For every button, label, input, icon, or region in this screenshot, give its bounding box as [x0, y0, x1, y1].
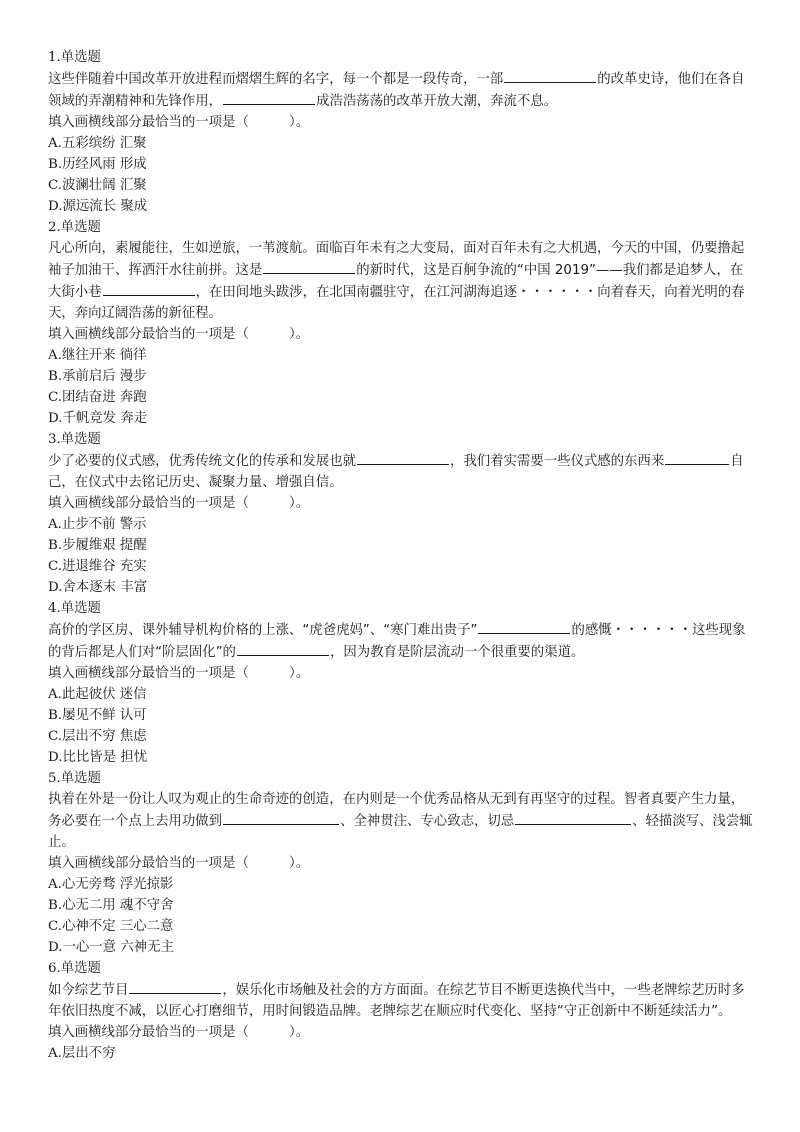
option-a[interactable]: A.此起彼伏 迷信	[48, 687, 147, 702]
option-c[interactable]: C.心神不定 三心二意	[48, 919, 174, 934]
question-number: 4.单选题	[48, 601, 101, 616]
option-b[interactable]: B.历经风雨 形成	[48, 157, 147, 172]
stem-text: ，因为教育是阶层流动一个很重要的渠道。	[329, 645, 585, 660]
stem-text: 、轻描淡写、浅尝辄止。	[48, 814, 753, 850]
option-a[interactable]: A.继往开来 徜徉	[48, 348, 147, 363]
option-a[interactable]: A.五彩缤纷 汇聚	[48, 136, 147, 151]
stem-text: 执着在外是一份让人叹为观止的生命奇迹的创造，在内则是一个优秀品格从无到有再坚守的过程。智者真要产生力量，务必要在一个点上去用功做到	[48, 792, 745, 829]
option-a[interactable]: A.层出不穷	[48, 1046, 116, 1061]
fill-blank	[129, 979, 221, 994]
stem-text: ，娱乐化市场触及社会的方方面面。在综艺节目不断更迭换代当中，一些老牌综艺历时多年依旧热度不减，以匠心打磨细节，用时间锻造品牌。老牌综艺在顺应时代变化、坚持“守正创新中不断延续活力”。	[48, 983, 745, 1019]
question-prompt: 填入画横线部分最恰当的一项是（ ）。	[48, 856, 310, 871]
stem-text: ，在田间地头跋涉，在北国南疆驻守，在江河湖海追逐・・・・・・向着春天，向着光明的春天，奔向辽阔浩荡的新征程。	[48, 285, 745, 321]
option-b[interactable]: B.心无二用 魂不守舍	[48, 898, 174, 913]
fill-blank	[504, 68, 596, 83]
question-stem	[48, 238, 754, 324]
fill-blank	[237, 641, 329, 656]
question-2	[48, 217, 754, 429]
option-d[interactable]: D.一心一意 六神无主	[48, 940, 174, 955]
question-stem	[48, 68, 754, 112]
stem-text: 成浩浩荡荡的改革开放大潮，奔流不息。	[316, 94, 558, 109]
stem-text: 高价的学区房、课外辅导机构价格的上涨、“虎爸虎妈”、“寒门难出贵子”	[48, 623, 478, 638]
question-stem	[48, 619, 754, 663]
question-6	[48, 958, 754, 1064]
fill-blank	[357, 450, 449, 465]
question-stem	[48, 450, 754, 493]
question-prompt: 填入画横线部分最恰当的一项是（ ）。	[48, 115, 310, 130]
stem-text: 凡心所向，素履能往，生如逆旅，一苇渡航。面临百年未有之大变局，面对百年未有之大机遇，今天的中国，仍要撸起袖子加油干、挥洒汗水往前拼。这是	[48, 241, 745, 278]
stem-text: 的改革史诗，他们在各自领域的弄潮精神和先锋作用，	[48, 72, 745, 109]
option-d[interactable]: D.源远流长 聚成	[48, 199, 148, 214]
question-prompt: 填入画横线部分最恰当的一项是（ ）。	[48, 496, 310, 511]
question-number: 2.单选题	[48, 220, 101, 235]
question-5	[48, 768, 754, 958]
stem-text: 少了必要的仪式感，优秀传统文化的传承和发展也就	[48, 454, 356, 469]
option-d[interactable]: D.舍本逐末 丰富	[48, 580, 148, 595]
fill-blank	[103, 281, 195, 296]
question-3	[48, 429, 754, 598]
question-page	[48, 47, 754, 1064]
option-c[interactable]: C.波澜壮阔 汇聚	[48, 178, 147, 193]
option-b[interactable]: B.步履维艰 提醒	[48, 538, 147, 553]
fill-blank	[665, 450, 729, 465]
question-number: 3.单选题	[48, 432, 101, 447]
stem-text: 、全神贯注、专心致志，切忌	[340, 814, 515, 829]
stem-text: 的新时代，这是百舸争流的“中国 2019”——我们都是追梦人，在大街小巷	[48, 263, 744, 300]
option-c[interactable]: C.团结奋进 奔跑	[48, 390, 147, 405]
question-number: 5.单选题	[48, 771, 101, 786]
option-a[interactable]: A.止步不前 警示	[48, 517, 147, 532]
question-number: 1.单选题	[48, 50, 101, 65]
fill-blank	[515, 810, 631, 825]
question-4	[48, 598, 754, 768]
option-b[interactable]: B.屡见不鲜 认可	[48, 708, 147, 723]
option-d[interactable]: D.千帆竞发 奔走	[48, 411, 148, 426]
question-prompt: 填入画横线部分最恰当的一项是（ ）。	[48, 1025, 310, 1040]
stem-text: 如今综艺节目	[48, 983, 129, 998]
option-c[interactable]: C.层出不穷 焦虑	[48, 729, 147, 744]
question-stem	[48, 979, 754, 1022]
stem-text: 这些伴随着中国改革开放进程而熠熠生辉的名字，每一个都是一段传奇，一部	[48, 72, 504, 87]
fill-blank	[223, 90, 315, 105]
fill-blank	[263, 259, 355, 274]
option-a[interactable]: A.心无旁骛 浮光掠影	[48, 877, 174, 892]
question-prompt: 填入画横线部分最恰当的一项是（ ）。	[48, 666, 310, 681]
stem-text: 的感慨・・・・・・这些现象的背后都是人们对“阶层固化”的	[48, 623, 746, 660]
question-stem	[48, 789, 754, 853]
option-d[interactable]: D.比比皆是 担忧	[48, 750, 148, 765]
question-number: 6.单选题	[48, 961, 101, 976]
fill-blank	[223, 810, 339, 825]
question-prompt: 填入画横线部分最恰当的一项是（ ）。	[48, 327, 310, 342]
option-c[interactable]: C.进退维谷 充实	[48, 559, 147, 574]
stem-text: ，我们着实需要一些仪式感的东西来	[449, 454, 665, 469]
question-1	[48, 47, 754, 217]
fill-blank	[478, 619, 570, 634]
stem-text: 自己，在仪式中去铭记历史、凝聚力量、增强自信。	[48, 454, 744, 490]
option-b[interactable]: B.承前启后 漫步	[48, 369, 147, 384]
